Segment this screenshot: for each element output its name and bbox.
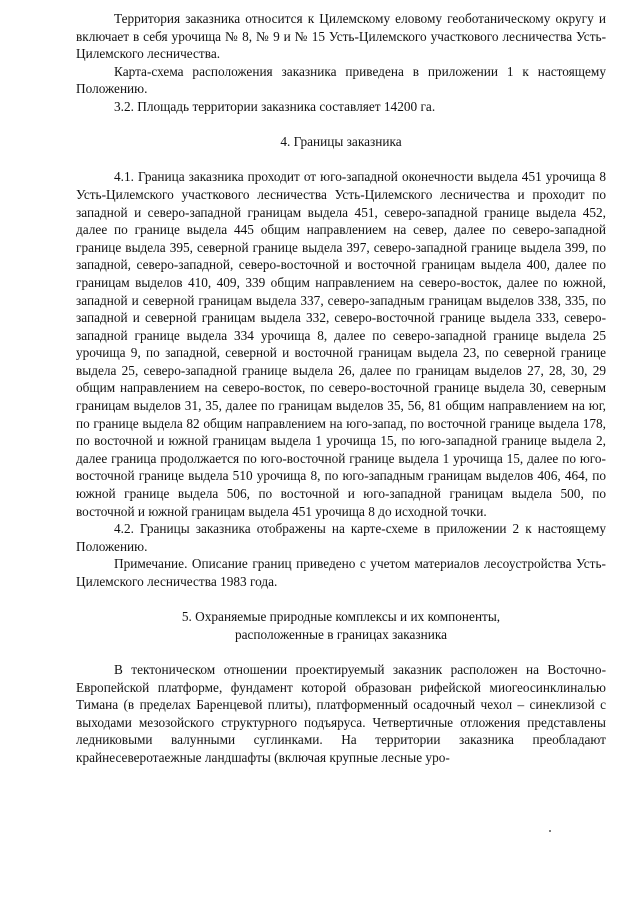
paragraph-note: Примечание. Описание границ приведено с учетом материалов лесоустройства Усть-Цилемского лесничества 1983 года. — [76, 556, 606, 589]
paragraph-tectonics: В тектоническом отношении проектируемый заказник расположен на Восточно-Европейской платформе, фундамент которой образован рифейской миогеосинклиналью Тимана (в пределах Баренцевой плиты), платформенный осадочный чехол – синеклизой с выходами мезозойского структурного подъяруса. Четвертичные отложения представлены ледниковыми валунными суглинками. На территории заказника преобладают крайнесеверотаежные ландшафты (включая крупные лесные уро- — [76, 661, 606, 765]
heading-section-4: 4. Границы заказника — [280, 134, 402, 150]
document-page — [76, 10, 606, 767]
heading-section-5-line1: 5. Охраняемые природные комплексы и их компоненты, — [181, 609, 501, 625]
paragraph-map-scheme-1: Карта-схема расположения заказника приведена в приложении 1 к настоящему Положению. — [76, 63, 606, 97]
heading-section-5-line2: расположенные в границах заказника — [234, 626, 448, 642]
paragraph-boundary-description: 4.1. Граница заказника проходит от юго-западной оконечности выдела 451 урочища 8 Усть-Цилемского участкового лесничества Усть-Цилемского лесничества и проходит по западной и северо-западной границам выдела 451, северо-западной границе выдела 452, далее по границе выдела 445 общим направлением на север, далее по северо-западной границе выдела 395, северной границе выдела 397, северо-западной границе выдела 399, по западной, северо-западной, северо-восточной и восточной границам выдела 400, далее по границам выделов 410, 409, 339 общим направлением на северо-восток, далее по южной, западной и северной границам выдела 337, северо-западным границам выделов 338, 335, по западной и северной границам выдела 332, северо-восточной границе выдела 333, северо-западной границе выдела 334 урочища 8, далее по северо-западной границе выдела 25 урочища 9, по западной, северной и восточной границам выдела 23, по северной границе выдела 25, северо-западной границе выдела 26, далее по границам выделов 27, 28, 30, 29 общим направлением на северо-восток, по северо-восточной границе выдела 30, северным границам выделов 31, 35, далее по границам выделов 35, 56, 81 общим направлением на юг, по границе выдела 82 общим направлением на юго-запад, по восточной границе выдела 178, по восточной и южной границам выдела 1 урочища 15, по юго-западной границе выдела 2, далее граница продолжается по юго-восточной границе выдела 1 урочища 15, далее по юго-восточной границе выдела 510 урочища 8, по юго-западным границам выделов 406, 464, по южной границе выдела 506, по восточной и юго-западной границам выдела 500, по восточной и южной границам выдела 451 урочища 8 до исходной точки. — [76, 169, 606, 519]
scan-speck — [549, 830, 551, 832]
paragraph-territory: Территория заказника относится к Цилемскому еловому геоботаническому округу и включает в себя урочища № 8, № 9 и № 15 Усть-Цилемского участкового лесничества Усть-Цилемского лесничества. — [76, 11, 606, 62]
paragraph-map-scheme-2: 4.2. Границы заказника отображены на карте-схеме в приложении 2 к настоящему Положению. — [76, 521, 606, 554]
paragraph-area: 3.2. Площадь территории заказника составляет 14200 га. — [114, 98, 436, 114]
